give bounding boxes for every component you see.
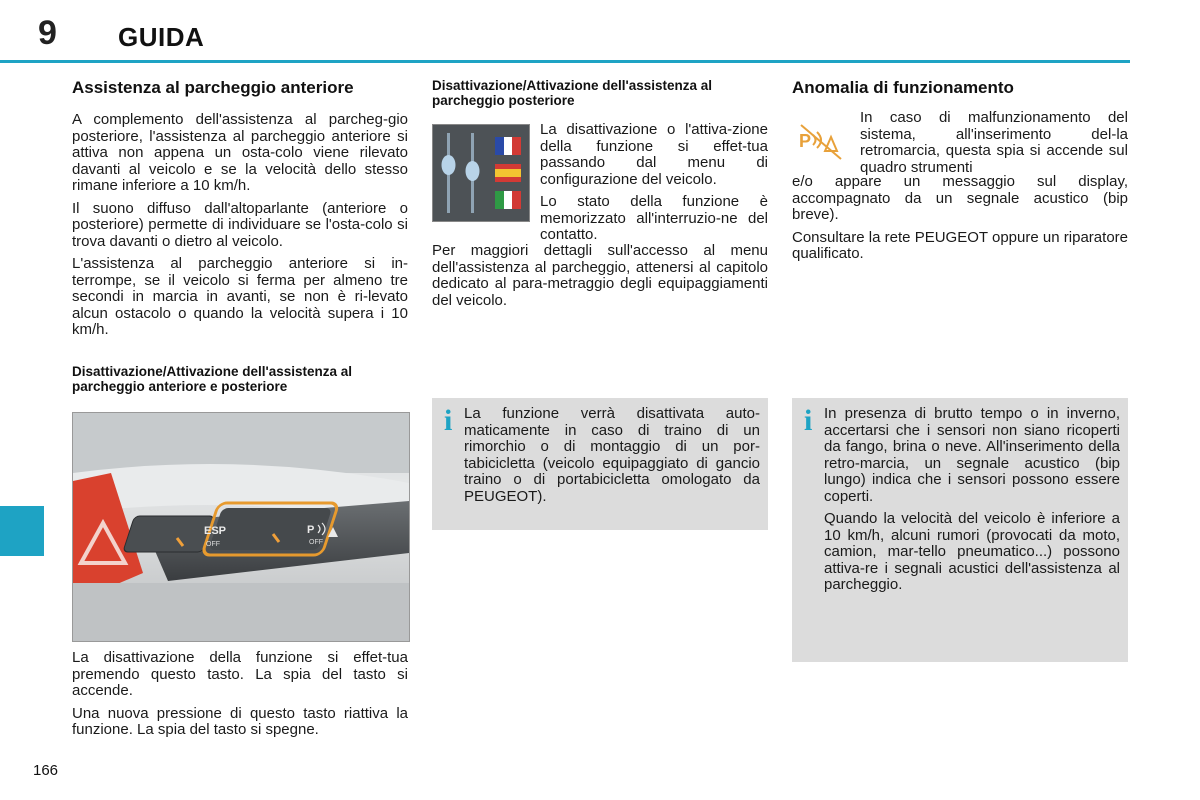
paragraph: A complemento dell'assistenza al parcheg-gio posteriore, l'assistenza al parcheggio anteriore si attiva non appena un osta-colo viene rilevato davanti al veicolo e se la velocità dello stesso rimane inferiore a 10 km/h. <box>72 111 408 194</box>
park-assist-off-label: OFF <box>309 539 323 546</box>
paragraph: L'assistenza al parcheggio anteriore si in-terrompe, se il veicolo si ferma per almeno tre secondi in marcia in avanti, se non è ri-levato alcun ostacolo o quando la velocità supera i 10 km/h. <box>72 255 408 338</box>
section-heading-malfunction: Anomalia di funzionamento <box>792 78 1014 97</box>
info-icon: i <box>444 404 453 437</box>
paragraph: Lo stato della funzione è memorizzato all'interruzio-ne del contatto. <box>540 193 768 243</box>
esp-button-label: ESP <box>204 525 227 537</box>
dashboard-buttons-photo <box>72 412 410 642</box>
info-box-towing <box>432 398 768 530</box>
paragraph: La disattivazione o l'attiva-zione della funzione si effet-tua passando dal menu di configurazione del veicolo. <box>540 121 768 188</box>
page-number: 166 <box>33 762 59 779</box>
subheading-front-rear-toggle: Disattivazione/Attivazione dell'assistenza al parcheggio anteriore e posteriore <box>72 364 353 394</box>
park-assist-button-label: P <box>307 524 315 536</box>
chapter-title: GUIDA <box>118 22 205 52</box>
slider-flags-illustration <box>433 125 529 221</box>
info-text-block <box>824 406 1120 594</box>
paragraph: Consultare la rete PEUGEOT oppure un riparatore qualificato. <box>792 228 1128 262</box>
info-text: In presenza di brutto tempo o in inverno, accertarsi che i sensori non siano ricoperti da fango, brina o neve. All'inserimento della retro-marcia, un segnale acustico (bip lungo) indica che i sensori possono essere coperti. <box>824 405 1120 505</box>
chapter-number: 9 <box>38 14 57 52</box>
paragraph: Per maggiori dettagli sull'accesso al menu dell'assistenza al parcheggio, attenersi al capitolo dedicato al para-metraggio degli equipaggiamenti del veicolo. <box>432 242 768 309</box>
middle-beside-picture <box>540 122 768 244</box>
subheading-rear-toggle: Disattivazione/Attivazione dell'assistenza al parcheggio posteriore <box>432 78 713 108</box>
paragraph: Il suono diffuso dall'altoparlante (anteriore o posteriore) permette di individuare se l'osta-colo si trova davanti o dietro al veicolo. <box>72 199 408 250</box>
paragraph: In caso di malfunzionamento del sistema, all'inserimento del-la retromarcia, questa spia si accende sul quadro strumenti <box>860 109 1128 176</box>
park-assist-warning-icon <box>793 113 849 169</box>
left-column <box>72 78 408 339</box>
right-beside-icon <box>860 110 1128 176</box>
paragraph: Una nuova pressione di questo tasto riattiva la funzione. La spia del tasto si spegne. <box>72 704 408 738</box>
esp-off-label: OFF <box>206 541 220 548</box>
dashboard-illustration <box>73 413 409 641</box>
info-text: La funzione verrà disattivata auto-maticamente in caso di traino di un rimorchio o di montaggio di un por-tabicicletta (veicolo equipaggiato di gancio traino o di portabicicletta omologato da PEUGEOT). <box>464 405 760 505</box>
svg-text:P: P <box>799 131 812 151</box>
middle-paragraph <box>432 243 768 309</box>
header-rule <box>0 60 1130 63</box>
chapter-tab <box>0 506 44 556</box>
menu-configuration-picture <box>432 124 530 222</box>
info-box-weather <box>792 398 1128 662</box>
paragraph: e/o appare un messaggio sul display, accompagnato da un segnale acustico (bip breve). <box>792 173 1128 223</box>
paragraph: La disattivazione della funzione si effet-tua premendo questo tasto. La spia del tasto si accende. <box>72 649 408 699</box>
right-continuation <box>792 174 1128 263</box>
info-text: Quando la velocità del veicolo è inferiore a 10 km/h, alcuni rumori (provocati da moto, camion, mar-tello pneumatico...) possono attiva-re i segnali acustici dell'assistenza al parcheggio. <box>824 510 1120 593</box>
left-column-bottom <box>72 650 408 739</box>
section-heading-front-assist: Assistenza al parcheggio anteriore <box>72 78 354 97</box>
info-icon: i <box>804 404 813 437</box>
